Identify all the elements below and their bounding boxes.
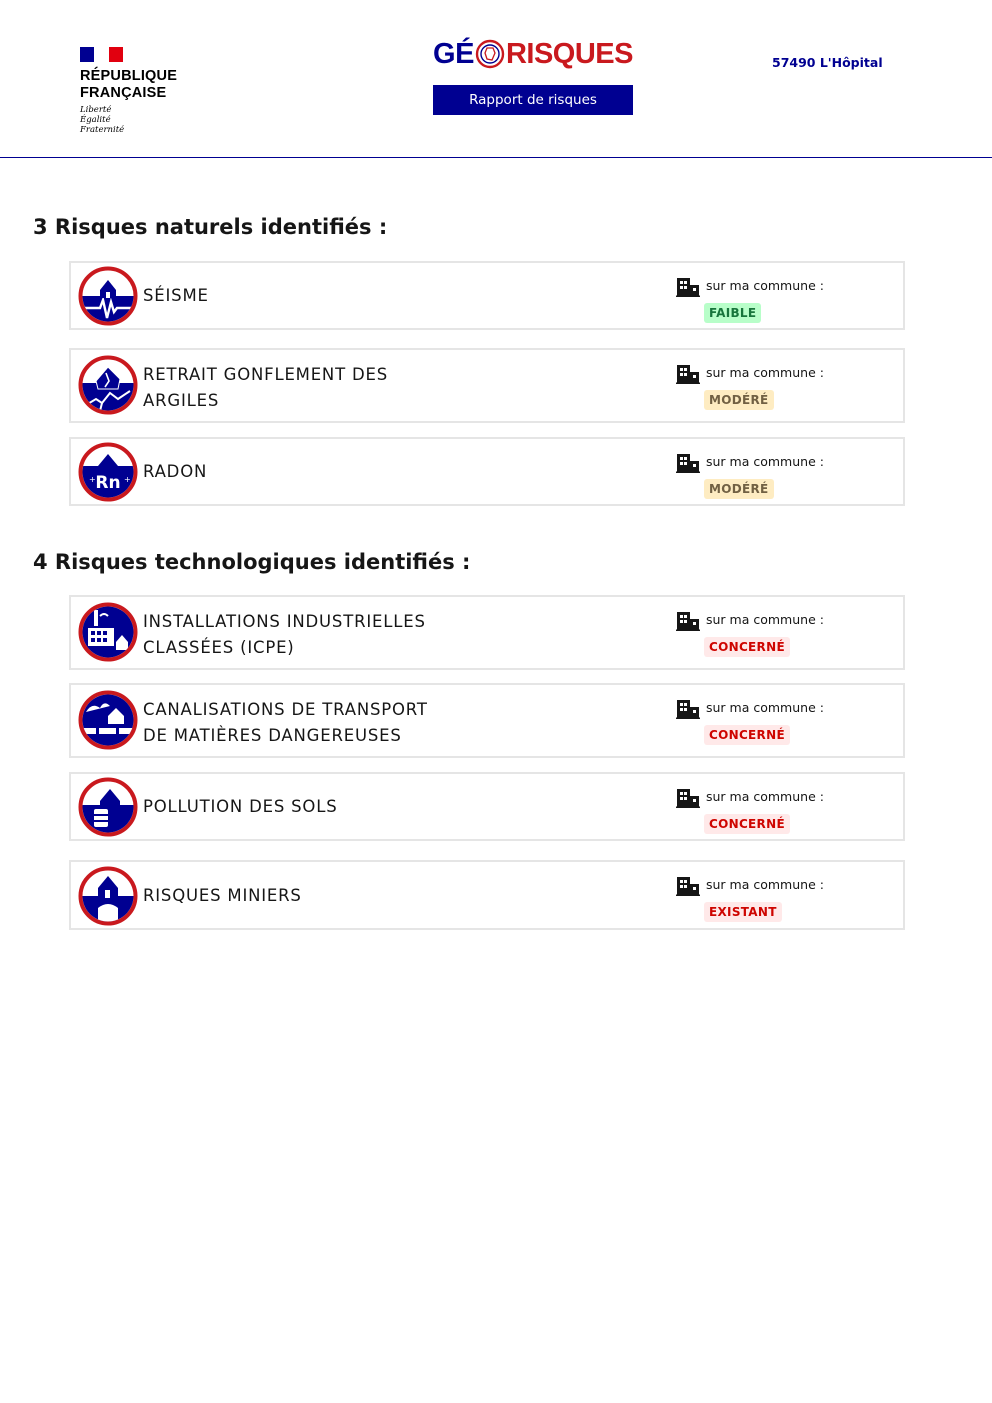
republique-line1: RÉPUBLIQUE (80, 68, 178, 84)
building-icon (676, 611, 700, 631)
risk-label-line1: RETRAIT GONFLEMENT DES (143, 365, 388, 384)
sur-ma-commune-label: sur ma commune : (706, 612, 824, 627)
risk-label-line1: RISQUES MINIERS (143, 886, 302, 905)
status-badge: CONCERNÉ (704, 814, 790, 834)
french-flag-icon (80, 47, 123, 62)
status-badge: EXISTANT (704, 902, 782, 922)
sur-ma-commune-label: sur ma commune : (706, 877, 824, 892)
sur-ma-commune-label: sur ma commune : (706, 454, 824, 469)
page-header (0, 0, 992, 158)
svg-text:+: + (89, 475, 96, 484)
soil-pollution-icon (78, 777, 138, 837)
status-badge: CONCERNÉ (704, 637, 790, 657)
georisques-logo (433, 36, 633, 72)
motto: Liberté Égalité Fraternité (80, 105, 125, 135)
risk-label-line1: POLLUTION DES SOLS (143, 797, 338, 816)
risk-label-line1: INSTALLATIONS INDUSTRIELLES (143, 612, 426, 631)
globe-france-icon (475, 39, 505, 69)
sur-ma-commune-label: sur ma commune : (706, 365, 824, 380)
building-icon (676, 453, 700, 473)
argiles-icon (78, 355, 138, 415)
report-title-banner: Rapport de risques (433, 85, 633, 115)
risk-label-line1: CANALISATIONS DE TRANSPORT (143, 700, 428, 719)
tech-risks-title: 4 Risques technologiques identifiés : (33, 550, 471, 574)
building-icon (676, 699, 700, 719)
risk-label-line2: CLASSÉES (ICPE) (143, 638, 295, 657)
mine-icon (78, 866, 138, 926)
risk-card-icpe[interactable] (69, 595, 905, 670)
pipeline-icon (78, 690, 138, 750)
brand-left: GÉ (433, 37, 474, 70)
risk-label-line1: RADON (143, 462, 208, 481)
risk-label-line2: ARGILES (143, 391, 220, 410)
status-badge: FAIBLE (704, 303, 761, 323)
svg-text:Rn: Rn (95, 473, 121, 493)
sur-ma-commune-label: sur ma commune : (706, 700, 824, 715)
sur-ma-commune-label: sur ma commune : (706, 789, 824, 804)
building-icon (676, 277, 700, 297)
risk-card-risques-miniers[interactable] (69, 860, 905, 930)
building-icon (676, 788, 700, 808)
building-icon (676, 876, 700, 896)
risk-card-seisme[interactable] (69, 261, 905, 330)
svg-text:+: + (124, 475, 131, 484)
republique-line2: FRANÇAISE (80, 85, 167, 101)
risk-label-line1: SÉISME (143, 286, 209, 305)
brand-right: RISQUES (505, 37, 633, 70)
factory-icon (78, 602, 138, 662)
sur-ma-commune-label: sur ma commune : (706, 278, 824, 293)
status-badge: MODÉRÉ (704, 479, 774, 499)
status-badge: CONCERNÉ (704, 725, 790, 745)
natural-risks-title: 3 Risques naturels identifiés : (33, 215, 388, 239)
risk-card-radon[interactable] (69, 437, 905, 506)
risk-card-argiles[interactable] (69, 348, 905, 423)
building-icon (676, 364, 700, 384)
risk-card-canalisations[interactable] (69, 683, 905, 758)
radon-icon (78, 442, 138, 502)
risk-label-line2: DE MATIÈRES DANGEREUSES (143, 726, 402, 745)
risk-card-pollution-sols[interactable] (69, 772, 905, 841)
republique-francaise-logo (80, 47, 177, 135)
commune-label: 57490 L'Hôpital (772, 55, 883, 70)
status-badge: MODÉRÉ (704, 390, 774, 410)
seisme-icon (78, 266, 138, 326)
